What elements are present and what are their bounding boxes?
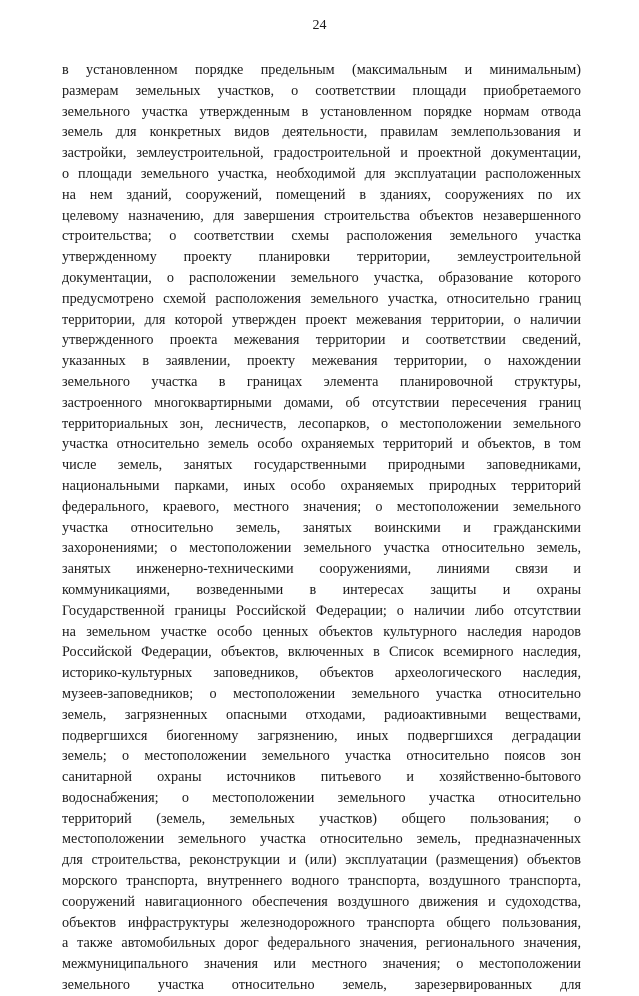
text-line: занятых инженерно-техническими сооружениями, линиями связи и: [62, 561, 581, 578]
text-line: целевому назначению, для завершения строительства объектов незавершенного: [62, 207, 581, 224]
text-line: утвержденному проекту планировки территории, землеустроительной: [62, 249, 581, 266]
page-number: 24: [312, 18, 327, 33]
text-line: земель; о местоположении земельного участка относительно поясов зон: [62, 748, 581, 765]
text-line: а также автомобильных дорог федерального значения, регионального значения,: [62, 935, 581, 952]
text-line: территорий (земель, земельных участков) общего пользования; о: [62, 810, 581, 827]
text-line: местоположении земельного участка относительно земель, предназначенных: [62, 831, 581, 848]
text-line: в установленном порядке предельным (максимальным и минимальным): [62, 62, 581, 78]
body-text: [62, 60, 581, 996]
text-line: земель, загрязненных опасными отходами, радиоактивными веществами,: [62, 706, 581, 723]
text-line: на нем зданий, сооружений, помещений в зданиях, сооружениях по их: [62, 186, 581, 203]
text-line: застройки, землеустроительной, градостроительной и проектной документации,: [62, 145, 581, 162]
text-line: о площади земельного участка, необходимой для эксплуатации расположенных: [62, 165, 581, 182]
text-line: водоснабжения; о местоположении земельного участка относительно: [62, 789, 581, 806]
text-line: на земельном участке особо ценных объектов культурного наследия народов: [62, 623, 581, 640]
text-line: застроенного многоквартирными домами, об отсутствии пересечения границ: [62, 394, 581, 411]
text-line: для строительства, реконструкции и (или) эксплуатации (размещения) объектов: [62, 852, 581, 869]
text-line: музеев-заповедников; о местоположении земельного участка относительно: [62, 685, 581, 702]
text-line: земельного участка утвержденным в установленном порядке нормам отвода: [62, 103, 581, 120]
text-line: участка относительно земель, занятых воинскими и гражданскими: [62, 519, 581, 536]
text-line: участка относительно земель особо охраняемых территорий и объектов, в том: [62, 436, 581, 453]
text-line: предусмотрено схемой расположения земельного участка, относительно границ: [62, 290, 581, 307]
text-line: захоронениями; о местоположении земельного участка относительно земель,: [62, 540, 581, 557]
text-line: утвержденного проекта межевания территории и соответствии сведений,: [62, 332, 581, 349]
text-line: санитарной охраны источников питьевого и хозяйственно-бытового: [62, 769, 581, 786]
text-line: подвергшихся биогенному загрязнению, иных подвергшихся деградации: [62, 727, 581, 744]
text-line: объектов инфраструктуры железнодорожного транспорта общего пользования,: [62, 914, 581, 931]
text-line: федерального, краевого, местного значения; о местоположении земельного: [62, 498, 581, 515]
text-line: документации, о расположении земельного участка, образование которого: [62, 269, 581, 286]
text-line: Российской Федерации, объектов, включенных в Список всемирного наследия,: [62, 644, 581, 661]
text-line: коммуникациями, возведенными в интересах защиты и охраны: [62, 581, 581, 598]
text-line: сооружений навигационного обеспечения воздушного движения и судоходства,: [62, 893, 581, 910]
text-line: национальными парками, иных особо охраняемых природных территорий: [62, 477, 581, 494]
text-line: указанных в заявлении, проекту межевания территории, о нахождении: [62, 353, 581, 370]
text-line: территориальных зон, лесничеств, лесопарков, о местоположении земельного: [62, 415, 581, 432]
text-line: размерам земельных участков, о соответствии площади приобретаемого: [62, 82, 581, 99]
text-line: земель для конкретных видов деятельности, правилам землепользования и: [62, 124, 581, 141]
text-line: межмуниципального значения или местного значения; о местоположении: [62, 956, 581, 973]
text-line: земельного участка относительно земель, зарезервированных для: [62, 977, 581, 994]
text-line: историко-культурных заповедников, объектов археологического наследия,: [62, 665, 581, 682]
text-line: Государственной границы Российской Федерации; о наличии либо отсутствии: [62, 602, 581, 619]
text-line: числе земель, занятых государственными природными заповедниками,: [62, 457, 581, 474]
text-line: строительства; о соответствии схемы расположения земельного участка: [62, 228, 581, 245]
text-line: морского транспорта, внутреннего водного транспорта, воздушного транспорта,: [62, 873, 581, 890]
text-line: земельного участка в границах элемента планировочной структуры,: [62, 373, 581, 390]
text-line: территории, для которой утвержден проект межевания территории, о наличии: [62, 311, 581, 328]
